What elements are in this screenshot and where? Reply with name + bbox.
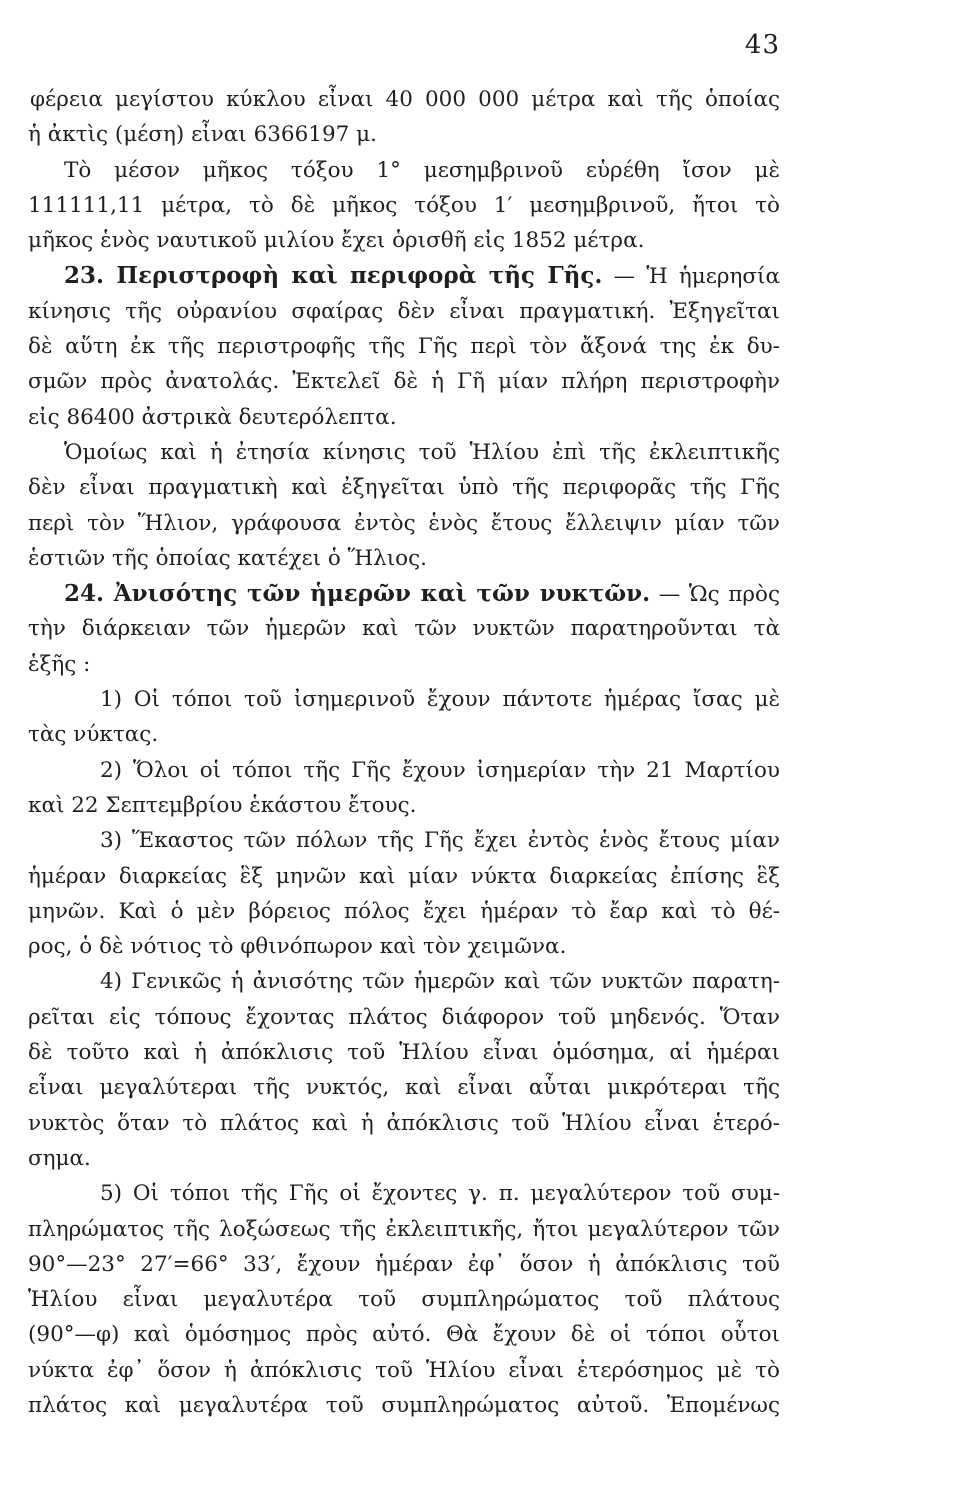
section-heading-continuation: — Ἡ ἡμερησία bbox=[613, 264, 780, 290]
text-line: ἡ ἀκτὶς (μέση) εἶναι 6366197 μ. bbox=[28, 122, 377, 148]
text-line: σμῶν πρὸς ἀνατολάς. Ἐκτελεῖ δὲ ἡ Γῆ μίαν πλήρη περιστροφὴν bbox=[28, 369, 780, 395]
page-number: 43 bbox=[744, 30, 780, 60]
text-line: (90°—φ) καὶ ὁμόσημος πρὸς αὐτό. Θὰ ἔχουν δὲ οἱ τόποι οὗτοι bbox=[28, 1322, 780, 1348]
list-item-3: 3) Ἕκαστος τῶν πόλων τῆς Γῆς ἔχει ἐντὸς ἑνὸς ἔτους μίαν bbox=[100, 828, 780, 854]
section-heading-24: 24. Ἀνισότης τῶν ἡμερῶν καὶ τῶν νυκτῶν. bbox=[64, 580, 651, 608]
text-line: μηνῶν. Καὶ ὁ μὲν βόρειος πόλος ἔχει ἡμέραν τὸ ἔαρ καὶ τὸ θέ- bbox=[28, 898, 780, 924]
text-line: εἶναι μεγαλύτεραι τῆς νυκτός, καὶ εἶναι αὗται μικρότεραι τῆς bbox=[28, 1075, 780, 1101]
text-line: καὶ 22 Σεπτεμβρίου ἑκάστου ἔτους. bbox=[28, 792, 417, 818]
text-line: νυκτὸς ὅταν τὸ πλάτος καὶ ἡ ἀπόκλισις τοῦ Ἡλίου εἶναι ἑτερό- bbox=[28, 1110, 780, 1136]
text-line: 111111,11 μέτρα, τὸ δὲ μῆκος τόξου 1′ μεσημβρινοῦ, ἤτοι τὸ bbox=[28, 192, 780, 218]
text-line: Ὁμοίως καὶ ἡ ἐτησία κίνησις τοῦ Ἡλίου ἐπὶ τῆς ἐκλειπτικῆς bbox=[64, 439, 780, 465]
section-heading-line bbox=[28, 576, 780, 611]
text-line: περὶ τὸν Ἥλιον, γράφουσα ἐντὸς ἑνὸς ἔτους ἔλλειψιν μίαν τῶν bbox=[28, 510, 780, 536]
body-text bbox=[28, 82, 780, 1423]
text-line: κίνησις τῆς οὐρανίου σφαίρας δὲν εἶναι πραγματική. Ἐξηγεῖται bbox=[28, 298, 780, 324]
list-item-4: 4) Γενικῶς ἡ ἀνισότης τῶν ἡμερῶν καὶ τῶν νυκτῶν παρατη- bbox=[100, 969, 780, 995]
section-heading-line bbox=[28, 258, 780, 293]
list-item-1: 1) Οἱ τόποι τοῦ ἰσημερινοῦ ἔχουν πάντοτε ἡμέρας ἴσας μὲ bbox=[100, 687, 780, 713]
text-line: τὴν διάρκειαν τῶν ἡμερῶν καὶ τῶν νυκτῶν παρατηροῦνται τὰ bbox=[28, 616, 780, 642]
text-line: ρος, ὁ δὲ νότιος τὸ φθινόπωρον καὶ τὸν χειμῶνα. bbox=[28, 934, 567, 960]
text-line: πληρώματος τῆς λοξώσεως τῆς ἐκλειπτικῆς, ἤτοι μεγαλύτερον τῶν bbox=[28, 1216, 780, 1242]
section-heading-23: 23. Περιστροφὴ καὶ περιφορὰ τῆς Γῆς. bbox=[64, 262, 603, 290]
text-line: ἑστιῶν τῆς ὁποίας κατέχει ὁ Ἥλιος. bbox=[28, 545, 427, 571]
list-item-5: 5) Οἱ τόποι τῆς Γῆς οἱ ἔχοντες γ. π. μεγαλύτερον τοῦ συμ- bbox=[100, 1181, 780, 1207]
text-line: νύκτα ἐφ᾽ ὅσον ἡ ἀπόκλισις τοῦ Ἡλίου εἶναι ἑτερόσημος μὲ τὸ bbox=[28, 1357, 780, 1383]
text-line: Τὸ μέσον μῆκος τόξου 1° μεσημβρινοῦ εὑρέθη ἴσον μὲ bbox=[64, 157, 780, 183]
text-line: 90°—23° 27′=66° 33′, ἔχουν ἡμέραν ἐφ᾽ ὅσον ἡ ἀπόκλισις τοῦ bbox=[28, 1251, 780, 1277]
text-line: φέρεια μεγίστου κύκλου εἶναι 40 000 000 μέτρα καὶ τῆς ὁποίας bbox=[30, 87, 780, 112]
list-item-2: 2) Ὅλοι οἱ τόποι τῆς Γῆς ἔχουν ἰσημερίαν τὴν 21 Μαρτίου bbox=[100, 757, 780, 783]
section-heading-continuation: — Ὡς πρὸς bbox=[658, 582, 780, 608]
text-line: δὲ αὕτη ἐκ τῆς περιστροφῆς τῆς Γῆς περὶ τὸν ἄξονά της ἐκ δυ- bbox=[28, 334, 780, 360]
text-line: δὲν εἶναι πραγματικὴ καὶ ἐξηγεῖται ὑπὸ τῆς περιφορᾶς τῆς Γῆς bbox=[28, 475, 780, 501]
text-line: ἑξῆς : bbox=[28, 651, 91, 677]
text-line: μῆκος ἑνὸς ναυτικοῦ μιλίου ἔχει ὁρισθῆ εἰς 1852 μέτρα. bbox=[28, 228, 645, 254]
text-line: Ἡλίου εἶναι μεγαλυτέρα τοῦ συμπληρώματος τοῦ πλάτους bbox=[28, 1287, 780, 1313]
text-line: πλάτος καὶ μεγαλυτέρα τοῦ συμπληρώματος αὐτοῦ. Ἐπομένως bbox=[28, 1392, 780, 1418]
text-line: ἡμέραν διαρκείας ἓξ μηνῶν καὶ μίαν νύκτα διαρκείας ἐπίσης ἓξ bbox=[28, 863, 780, 889]
text-line: δὲ τοῦτο καὶ ἡ ἀπόκλισις τοῦ Ἡλίου εἶναι ὁμόσημα, αἱ ἡμέραι bbox=[28, 1040, 780, 1066]
text-line: τὰς νύκτας. bbox=[28, 722, 159, 748]
text-line: σημα. bbox=[28, 1145, 91, 1171]
text-line: εἰς 86400 ἀστρικὰ δευτερόλεπτα. bbox=[28, 404, 397, 430]
text-line: ρεῖται εἰς τόπους ἔχοντας πλάτος διάφορον τοῦ μηδενός. Ὅταν bbox=[28, 1004, 780, 1030]
